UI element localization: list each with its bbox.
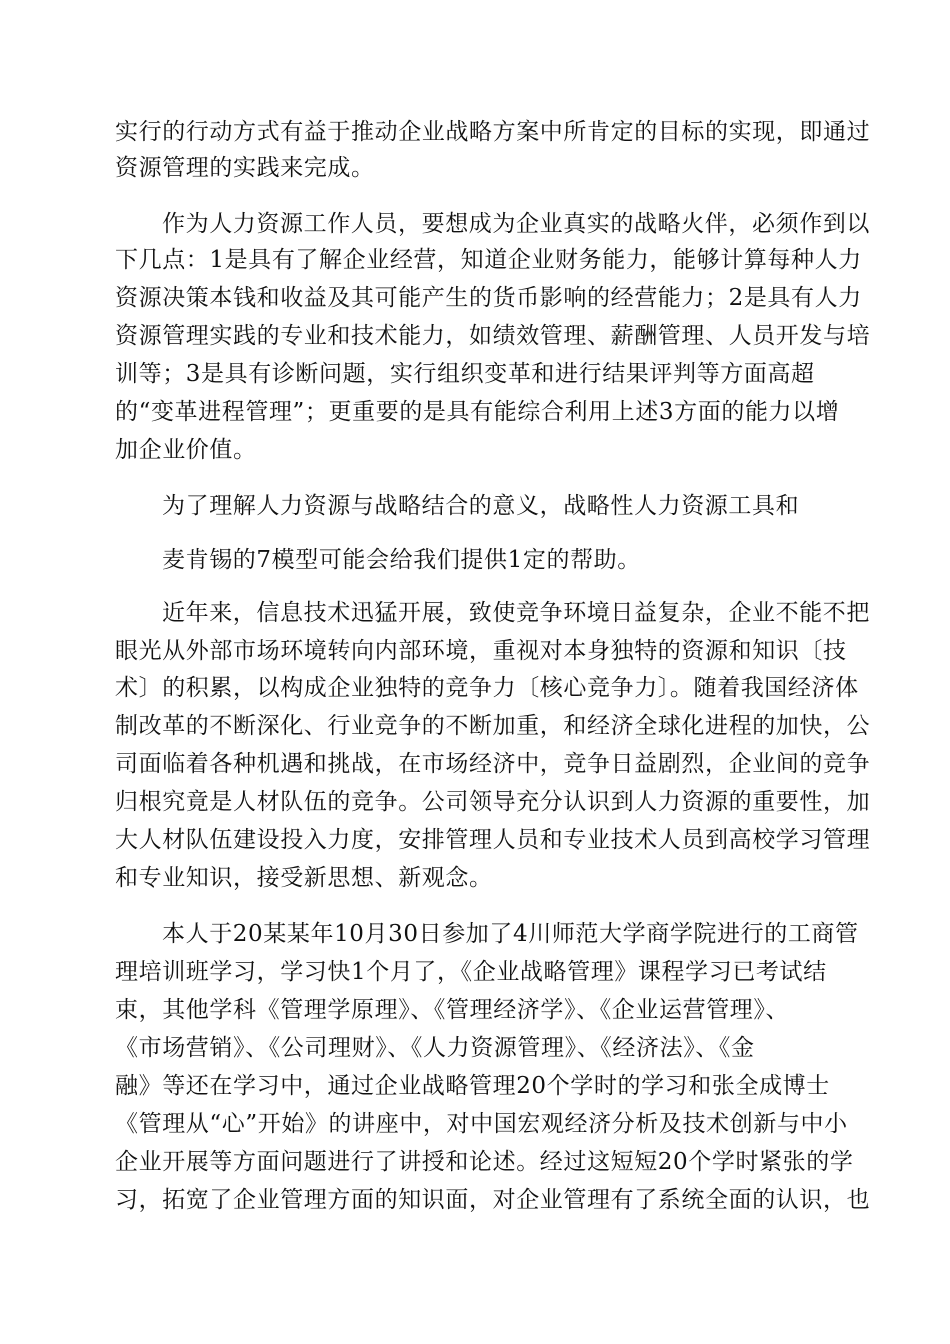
paragraph-2-line-5: 训等；3是具有诊断问题，实行组织变革和进行结果评判等方面高超 <box>115 361 815 387</box>
paragraph-2-line-2: 下几点：1是具有了解企业经营，知道企业财务能力，能够计算每种人力 <box>115 247 862 273</box>
paragraph-5-line-6: 归根究竟是人材队伍的竞争。公司领导充分认识到人力资源的重要性，加 <box>115 789 871 815</box>
paragraph-6-line-3: 束，其他学科《管理学原理》、《管理经济学》、《企业运营管理》、 <box>115 997 790 1023</box>
paragraph-5-line-1: 近年来，信息技术迅猛开展，致使竞争环境日益复杂，企业不能不把 <box>162 600 870 626</box>
paragraph-5-line-2: 眼光从外部市场环境转向内部环境，重视对本身独特的资源和知识〔技 <box>115 638 847 664</box>
paragraph-4-line-1: 麦肯锡的7模型可能会给我们提供1定的帮助。 <box>162 547 641 573</box>
paragraph-5-line-5: 司面临着各种机遇和挑战，在市场经济中，竞争日益剧烈，企业间的竞争 <box>115 751 871 777</box>
paragraph-2-line-4: 资源管理实践的专业和技术能力，如绩效管理、薪酬管理、人员开发与培 <box>115 323 871 349</box>
paragraph-2-line-3: 资源决策本钱和收益及其可能产生的货币影响的经营能力；2是具有人力 <box>115 285 862 311</box>
paragraph-6-line-1: 本人于20某某年10月30日参加了4川师范大学商学院进行的工商管 <box>162 921 859 947</box>
paragraph-2-line-7: 加企业价值。 <box>115 437 257 463</box>
paragraph-1-line-1: 实行的行动方式有益于推动企业战略方案中所肯定的目标的实现，即通过 <box>115 119 871 145</box>
paragraph-6-line-8: 习，拓宽了企业管理方面的知识面，对企业管理有了系统全面的认识，也 <box>115 1187 871 1213</box>
paragraph-3-line-1: 为了理解人力资源与战略结合的意义，战略性人力资源工具和 <box>162 493 800 519</box>
paragraph-5-line-3: 术〕的积累，以构成企业独特的竞争力〔核心竞争力〕。随着我国经济体 <box>115 675 859 701</box>
paragraph-2-line-1: 作为人力资源工作人员，要想成为企业真实的战略火伴，必须作到以 <box>162 211 870 237</box>
paragraph-5-line-7: 大人材队伍建设投入力度，安排管理人员和专业技术人员到高校学习管理 <box>115 827 871 853</box>
paragraph-6-line-7: 企业开展等方面问题进行了讲授和论述。经过这短短20个学时紧张的学 <box>115 1149 854 1175</box>
paragraph-6-line-6: 《管理从“心”开始》的讲座中，对中国宏观经济分析及技术创新与中小 <box>115 1111 848 1137</box>
paragraph-5-line-4: 制改革的不断深化、行业竞争的不断加重，和经济全球化进程的加快，公 <box>115 713 871 739</box>
paragraph-1-line-2: 资源管理的实践来完成。 <box>115 155 375 181</box>
paragraph-6-line-2: 理培训班学习，学习快1个月了，《企业战略管理》课程学习已考试结 <box>115 959 827 985</box>
paragraph-6-line-4: 《市场营销》、《公司理财》、《人力资源管理》、《经济法》、《金 <box>115 1035 755 1061</box>
paragraph-5-line-8: 和专业知识，接受新思想、新观念。 <box>115 865 493 891</box>
paragraph-2-line-6: 的“变革进程管理”；更重要的是具有能综合利用上述3方面的能力以增 <box>115 399 840 425</box>
paragraph-6-line-5: 融》等还在学习中，通过企业战略管理20个学时的学习和张全成博士 <box>115 1073 830 1099</box>
